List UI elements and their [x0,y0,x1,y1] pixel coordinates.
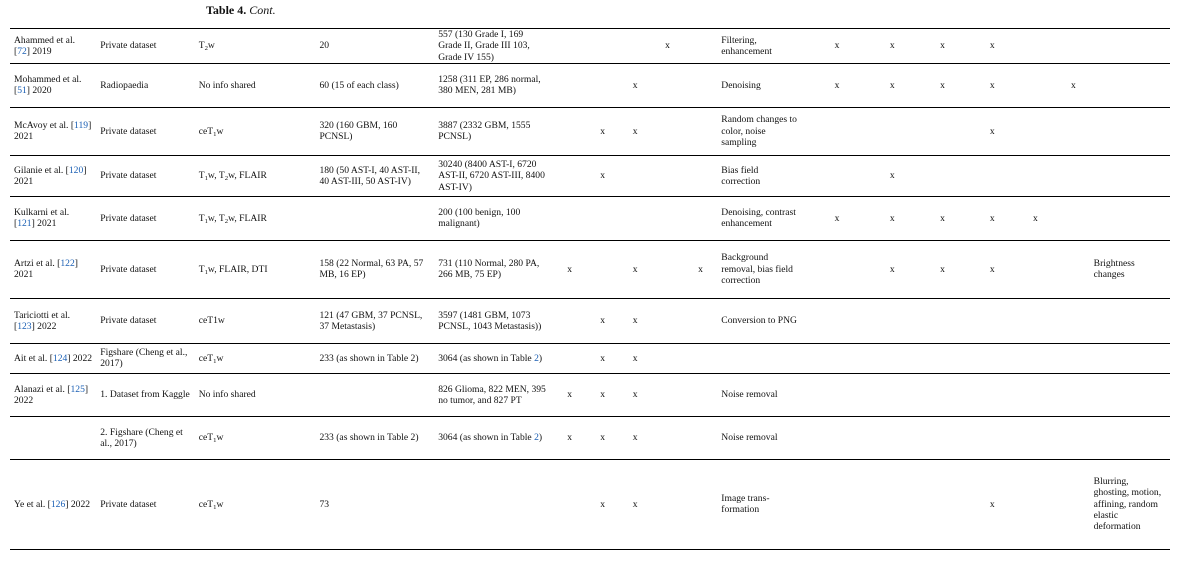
author-cell: McAvoy et al. [119] 2021 [10,107,96,155]
mark-cell [914,459,971,549]
mark-cell [1014,459,1058,549]
reference-link[interactable]: 121 [17,218,32,230]
mark-cell [914,298,971,343]
reference-link[interactable]: 119 [74,120,89,132]
table-row [10,416,1170,459]
mark-cell [651,240,683,298]
reference-link[interactable]: 125 [70,383,85,395]
mark-cell: x [971,240,1014,298]
patients-cell: 73 [315,459,434,549]
table-row [10,240,1170,298]
other-cell [1090,416,1170,459]
mark-cell [804,343,871,373]
other-cell [1090,373,1170,416]
mark-cell [651,416,683,459]
author-cell: Ahammed et al. [72] 2019 [10,29,96,64]
other-cell [1090,343,1170,373]
mark-cell: x [619,107,651,155]
mark-cell: x [684,240,717,298]
table-row [10,298,1170,343]
mark-cell: x [971,459,1014,549]
source-cell: 2. Figshare (Cheng et al., 2017) [96,416,194,459]
mark-cell [914,373,971,416]
preprocessing-cell: Conversion to PNG [717,298,803,343]
mark-cell: x [871,155,915,196]
other-cell: Brightness changes [1090,240,1170,298]
author-cell: Tariciotti et al. [123] 2022 [10,298,96,343]
mark-cell: x [804,196,871,240]
mark-cell: x [619,416,651,459]
mark-cell [553,29,586,64]
mark-cell [553,298,586,343]
mark-cell: x [871,240,915,298]
mark-cell: x [619,373,651,416]
mark-cell [1014,107,1058,155]
mark-cell: x [619,343,651,373]
images-cell: 557 (130 Grade I, 169 Grade II, Grade III 103, Grade IV 155) [434,29,553,64]
mark-cell: x [971,196,1014,240]
caption-label: Table 4. [206,3,247,17]
mark-cell: x [553,373,586,416]
mark-cell: x [914,29,971,64]
preprocessing-cell: Noise removal [717,416,803,459]
mark-cell: x [586,459,618,549]
source-cell: 1. Dataset from Kaggle [96,373,194,416]
reference-link[interactable]: 126 [50,498,66,510]
mark-cell [586,29,618,64]
mark-cell: x [871,63,915,107]
reference-link[interactable]: 122 [60,258,75,270]
source-cell: Private dataset [96,196,194,240]
modality-cell: ceT$_1$w [195,416,316,459]
images-cell: 826 Glioma, 822 MEN, 395 no tumor, and 827 PT [434,373,553,416]
preprocessing-cell: Denoising, contrast enhancement [717,196,803,240]
mark-cell [684,459,717,549]
mark-cell [619,29,651,64]
modality-cell: $T_2w$ [195,29,316,64]
patients-cell [315,196,434,240]
source-cell: Private dataset [96,29,194,64]
other-cell: Blurring, ghosting, motion, affining, random elastic deformation [1090,459,1170,549]
mark-cell [1057,155,1089,196]
mark-cell [684,155,717,196]
mark-cell: x [619,240,651,298]
mark-cell [1014,343,1058,373]
reference-link[interactable]: 123 [17,320,32,332]
mark-cell [1014,63,1058,107]
table-row [10,155,1170,196]
mark-cell: x [1057,63,1089,107]
mark-cell: x [914,196,971,240]
source-cell: Private dataset [96,240,194,298]
preprocessing-cell: Denoising [717,63,803,107]
mark-cell [651,63,683,107]
reference-link[interactable]: 51 [17,85,27,97]
mark-cell [651,107,683,155]
mark-cell [804,416,871,459]
images-cell: 1258 (311 EP, 286 normal, 380 MEN, 281 MB) [434,63,553,107]
patients-cell: 180 (50 AST-I, 40 AST-II, 40 AST-III, 50 AST-IV) [315,155,434,196]
mark-cell: x [804,29,871,64]
images-cell: 3064 (as shown in Table 2) [434,343,553,373]
images-cell: 200 (100 benign, 100 malignant) [434,196,553,240]
preprocessing-cell [717,343,803,373]
mark-cell: x [586,416,618,459]
mark-cell: x [586,155,618,196]
preprocessing-cell: Background removal, bias field correction [717,240,803,298]
mark-cell: x [553,240,586,298]
mark-cell: x [651,29,683,64]
reference-link[interactable]: 120 [68,164,84,176]
mark-cell [553,155,586,196]
mark-cell [1057,298,1089,343]
other-cell [1090,155,1170,196]
mark-cell [651,373,683,416]
mark-cell [804,240,871,298]
preprocessing-cell: Filtering, enhancement [717,29,803,64]
modality-cell: ceT1w [195,298,316,343]
mark-cell: x [971,29,1014,64]
mark-cell [684,298,717,343]
mark-cell [619,155,651,196]
modality-cell: $T_1w$, FLAIR, DTI [195,240,316,298]
images-cell: 3887 (2332 GBM, 1555 PCNSL) [434,107,553,155]
patients-cell [315,373,434,416]
author-cell: Alanazi et al. [125] 2022 [10,373,96,416]
caption-suffix: Cont. [249,3,276,17]
mark-cell [1014,155,1058,196]
other-cell [1090,63,1170,107]
patients-cell: 233 (as shown in Table 2) [315,343,434,373]
patients-cell: 320 (160 GBM, 160 PCNSL) [315,107,434,155]
mark-cell [684,373,717,416]
mark-cell [914,155,971,196]
table-link[interactable]: 2 [534,432,539,444]
mark-cell [684,29,717,64]
author-cell: Kulkarni et al. [121] 2021 [10,196,96,240]
mark-cell [971,373,1014,416]
mark-cell [971,343,1014,373]
reference-link[interactable]: 72 [17,45,27,57]
mark-cell: x [586,373,618,416]
study-table [10,28,1170,550]
mark-cell: x [619,459,651,549]
modality-cell: No info shared [195,373,316,416]
mark-cell [651,155,683,196]
mark-cell [553,196,586,240]
patients-cell: 233 (as shown in Table 2) [315,416,434,459]
mark-cell: x [804,63,871,107]
mark-cell [1014,240,1058,298]
mark-cell [1057,107,1089,155]
author-cell: Ait et al. [124] 2022 [10,343,96,373]
mark-cell: x [586,298,618,343]
mark-cell: x [619,298,651,343]
mark-cell [1057,459,1089,549]
mark-cell [871,343,915,373]
mark-cell [804,373,871,416]
table-row [10,107,1170,155]
mark-cell [1057,416,1089,459]
images-cell: 30240 (8400 AST-I, 6720 AST-II, 6720 AST-III, 8400 AST-IV) [434,155,553,196]
mark-cell [553,107,586,155]
source-cell: Private dataset [96,155,194,196]
mark-cell [1057,373,1089,416]
author-cell: Ye et al. [126] 2022 [10,459,96,549]
table-row [10,373,1170,416]
mark-cell [651,343,683,373]
mark-cell [871,107,915,155]
patients-cell: 158 (22 Normal, 63 PA, 57 MB, 16 EP) [315,240,434,298]
mark-cell [684,343,717,373]
mark-cell [684,416,717,459]
mark-cell: x [586,343,618,373]
mark-cell [971,155,1014,196]
mark-cell [971,298,1014,343]
modality-cell: ceT$_1$w [195,459,316,549]
mark-cell [871,459,915,549]
preprocessing-cell: Random changes to color, noise sampling [717,107,803,155]
mark-cell: x [871,29,915,64]
author-cell [10,416,96,459]
mark-cell: x [914,240,971,298]
mark-cell [651,459,683,549]
mark-cell [804,155,871,196]
mark-cell: x [914,63,971,107]
mark-cell: x [971,63,1014,107]
source-cell: Private dataset [96,107,194,155]
mark-cell [553,343,586,373]
mark-cell [684,63,717,107]
mark-cell [651,196,683,240]
mark-cell [804,459,871,549]
patients-cell: 60 (15 of each class) [315,63,434,107]
reference-link[interactable]: 124 [52,352,68,364]
other-cell [1090,107,1170,155]
author-cell: Mohammed et al. [51] 2020 [10,63,96,107]
author-cell: Gilanie et al. [120] 2021 [10,155,96,196]
mark-cell [871,373,915,416]
other-cell [1090,298,1170,343]
images-cell: 731 (110 Normal, 280 PA, 266 MB, 75 EP) [434,240,553,298]
mark-cell [684,196,717,240]
mark-cell: x [871,196,915,240]
mark-cell [1014,29,1058,64]
other-cell [1090,196,1170,240]
table-link[interactable]: 2 [534,352,539,364]
modality-cell: $T_1w$, $T_2w$, FLAIR [195,196,316,240]
table-row [10,459,1170,549]
source-cell: Radiopaedia [96,63,194,107]
preprocessing-cell: Bias field correction [717,155,803,196]
mark-cell [804,298,871,343]
source-cell: Private dataset [96,298,194,343]
mark-cell [586,240,618,298]
table-row [10,196,1170,240]
mark-cell [1057,29,1089,64]
modality-cell: No info shared [195,63,316,107]
mark-cell: x [619,63,651,107]
source-cell: Figshare (Cheng et al., 2017) [96,343,194,373]
mark-cell [684,107,717,155]
mark-cell [804,107,871,155]
mark-cell [651,298,683,343]
mark-cell [914,343,971,373]
mark-cell [1014,298,1058,343]
source-cell: Private dataset [96,459,194,549]
mark-cell [586,196,618,240]
modality-cell: ceT$_1$w [195,343,316,373]
mark-cell: x [1014,196,1058,240]
images-cell: 3064 (as shown in Table 2) [434,416,553,459]
mark-cell [1014,373,1058,416]
table-row [10,29,1170,64]
mark-cell [553,63,586,107]
mark-cell [1057,343,1089,373]
mark-cell: x [971,107,1014,155]
mark-cell [586,63,618,107]
other-cell [1090,29,1170,64]
modality-cell: ceT$_1$w [195,107,316,155]
preprocessing-cell: Image trans-formation [717,459,803,549]
patients-cell: 20 [315,29,434,64]
preprocessing-cell: Noise removal [717,373,803,416]
mark-cell [1057,196,1089,240]
table-row [10,63,1170,107]
table-row [10,343,1170,373]
mark-cell [619,196,651,240]
mark-cell: x [553,416,586,459]
author-cell: Artzi et al. [122] 2021 [10,240,96,298]
mark-cell [1014,416,1058,459]
mark-cell [871,416,915,459]
mark-cell [971,416,1014,459]
mark-cell [914,107,971,155]
table-body [10,29,1170,550]
modality-cell: $T_1w$, $T_2w$, FLAIR [195,155,316,196]
mark-cell [871,298,915,343]
mark-cell: x [586,107,618,155]
mark-cell [914,416,971,459]
mark-cell [1057,240,1089,298]
table-caption [206,3,276,18]
images-cell: 3597 (1481 GBM, 1073 PCNSL, 1043 Metastasis)) [434,298,553,343]
images-cell [434,459,553,549]
mark-cell [553,459,586,549]
patients-cell: 121 (47 GBM, 37 PCNSL, 37 Metastasis) [315,298,434,343]
